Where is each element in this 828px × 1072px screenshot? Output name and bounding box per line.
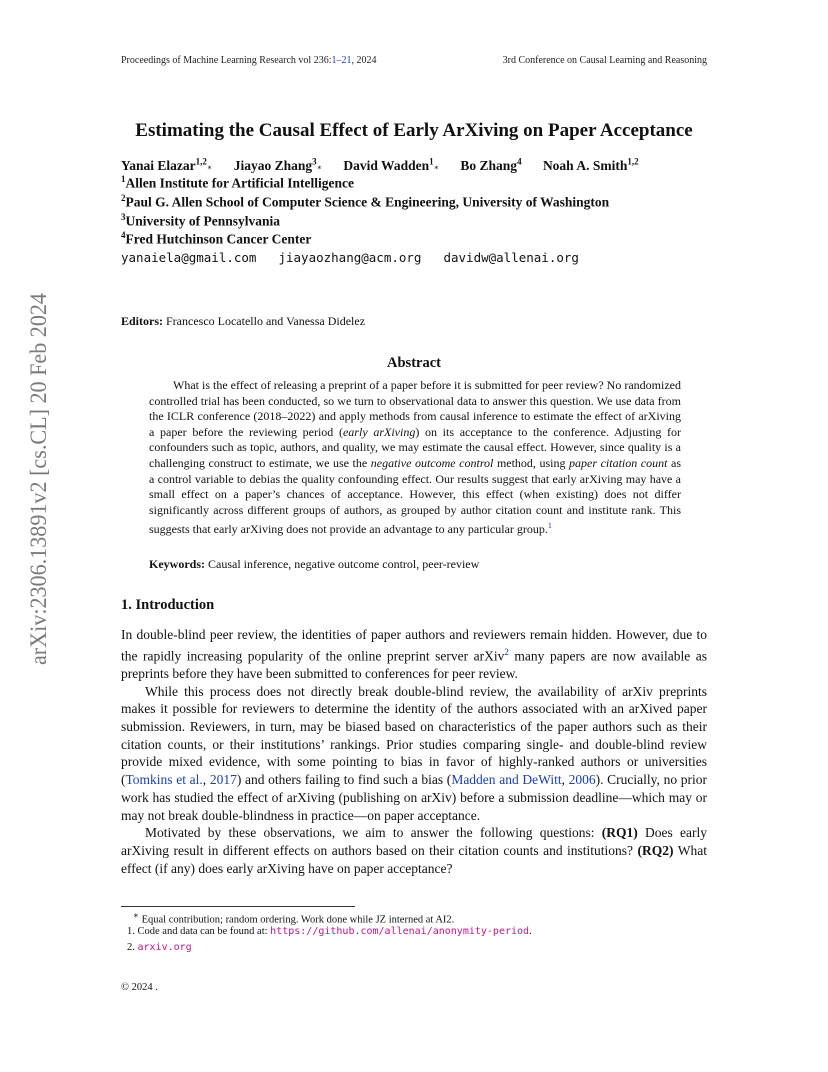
affiliation: $^2$Paul G. Allen School of Computer Science & Engineering, University of Washington <box>121 193 610 210</box>
citation-link[interactable]: Madden and DeWitt <box>451 772 562 788</box>
author: Bo Zhang$^4$ <box>460 156 522 173</box>
copyright: © 2024 . <box>121 982 158 993</box>
running-header-left: Proceedings of Machine Learning Research vol 236:1–21, 2024 <box>121 55 377 66</box>
citation-link[interactable]: Tomkins et al. <box>125 772 203 788</box>
email[interactable]: yanaiela@gmail.com <box>121 250 257 265</box>
keywords-line: Keywords: Causal inference, negative outcome control, peer-review <box>149 557 480 571</box>
intro-body <box>121 626 707 877</box>
paragraph: While this process does not directly break double-blind review, the availability of arXiv preprints makes it possible for reviewers to determine the identity of the authors associated with an arXived paper submission. Reviewers, in turn, may be biased based on characteristics of the paper authors such as their citation counts, or their institutions’ rankings. Prior studies comparing single- and double-blind review provide mixed evidence, with some pointing to bias in favor of highly-ranked authors or universities (Tomkins et al., 2017) and others failing to find such a bias (Madden and DeWitt, 2006). Crucially, no prior work has studied the effect of arXiving (publishing on arXiv) before a submission deadline—which may or may not break double-blindness in practice—on paper acceptance. <box>121 683 708 823</box>
footnote-star: ∗ Equal contribution; random ordering. Work done while JZ interned at AI2. <box>133 910 455 926</box>
code-url-link[interactable]: https://github.com/allenai/anonymity-period <box>270 926 530 937</box>
affiliation: $^4$Fred Hutchinson Cancer Center <box>121 230 312 247</box>
paragraph: Motivated by these observations, we aim to answer the following questions: (RQ1) Does early arXiving result in different effects on authors based on their citation counts and institutions? (RQ2) What effect (if any) does early arXiving have on paper acceptance? <box>121 825 707 876</box>
running-header-right: 3rd Conference on Causal Learning and Reasoning <box>502 55 707 66</box>
author: Yanai Elazar$^{1,2}$∗ <box>121 156 213 173</box>
abstract-heading: Abstract <box>387 355 441 371</box>
section-heading: 1. Introduction <box>121 597 215 613</box>
author-emails <box>121 250 601 265</box>
abstract-body: What is the effect of releasing a preprint of a paper before it is submitted for peer review? No randomized controlled trial has been conducted, so we turn to observational data to answer this question. We use data from the ICLR conference (2018–2022) and apply methods from causal inference to estimate the effect of arXiving a paper before the reviewing period (early arXiving) on its acceptance to the conference. Adjusting for confounders such as topic, authors, and quality, we may estimate the causal effect. However, since quality is a challenging construct to estimate, we use the negative outcome control method, using paper citation count as a control variable to debias the quality confounding effect. Our results suggest that early arXiving may have a small effect on a paper’s chances of acceptance. However, this effect (when existing) does not differ significantly across different groups of authors, as grouped by author citation count and institute rank. This suggests that early arXiving does not provide an advantage to any particular group.$^1$ <box>149 378 681 537</box>
arxiv-stamp-text: arXiv:2306.13891v2 [cs.CL] 20 Feb 2024 <box>26 290 51 665</box>
email[interactable]: jiayaozhang@acm.org <box>278 250 422 265</box>
footnote-rule <box>121 906 355 907</box>
editors-line: Editors: Francesco Locatello and Vanessa Didelez <box>121 314 366 328</box>
affiliation: $^1$Allen Institute for Artificial Intelligence <box>121 174 354 191</box>
email[interactable]: davidw@allenai.org <box>443 250 579 265</box>
footnote-ref[interactable]: 2 <box>504 646 509 657</box>
footnote-2: 2. arxiv.org <box>127 942 192 953</box>
citation-year-link[interactable]: 2006 <box>568 772 596 788</box>
arxiv-stamp <box>16 290 56 670</box>
page-range-link[interactable]: 1–21 <box>331 55 352 66</box>
author: David Wadden$^1$∗ <box>343 156 440 173</box>
paper-title: Estimating the Causal Effect of Early ArXiving on Paper Acceptance <box>135 120 693 141</box>
author-list <box>121 156 657 174</box>
citation-year-link[interactable]: 2017 <box>209 772 237 788</box>
footnote-ref[interactable]: 1 <box>547 521 552 531</box>
footnote-1: 1. Code and data can be found at: https://github.com/allenai/anonymity-period. <box>127 926 532 937</box>
arxiv-url-link[interactable]: arxiv.org <box>137 942 192 953</box>
affiliation: $^3$University of Pennsylvania <box>121 212 281 229</box>
author: Noah A. Smith$^{1,2}$ <box>542 156 639 173</box>
author: Jiayao Zhang$^3$∗ <box>233 156 323 173</box>
paragraph: In double-blind peer review, the identities of paper authors and reviewers remain hidden. However, due to the rapidly increasing popularity of the online preprint server arXiv$^2$ many papers are now available as preprints before they have been submitted to conferences for peer review. <box>121 627 708 681</box>
